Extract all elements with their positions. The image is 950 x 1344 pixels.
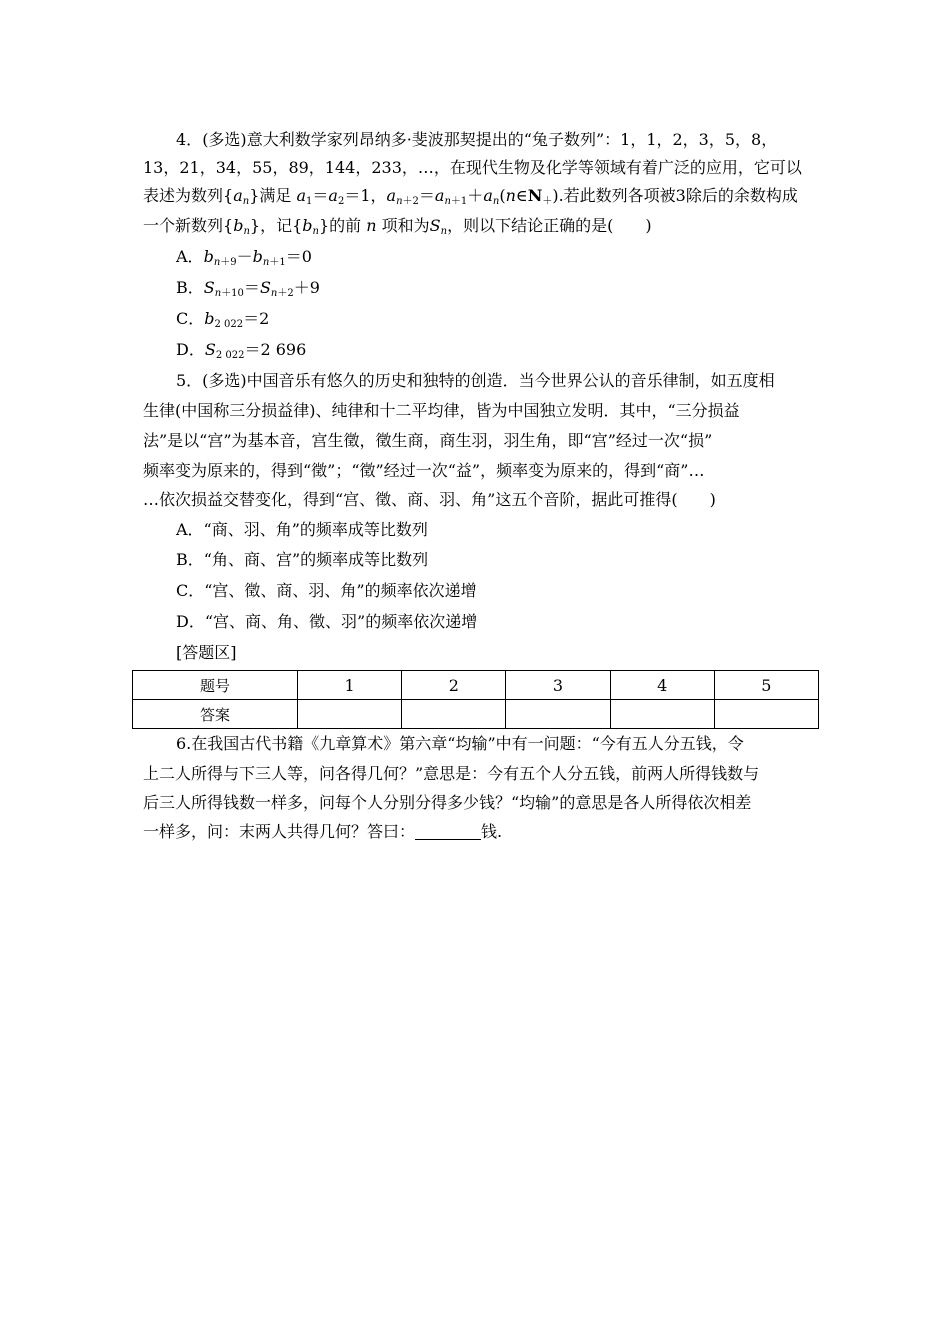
answer-area-label: [答题区] <box>176 643 237 662</box>
answer-blank[interactable] <box>415 823 481 840</box>
q5-line-5: …依次损益交替变化，得到“宫、徵、商、羽、角”这五个音阶，据此可推得( ) <box>143 490 716 509</box>
answer-cell[interactable] <box>506 700 610 729</box>
answer-table-row-answers <box>133 700 819 729</box>
q4-line-4: 一个新数列$\{b_n\}$，记$\{b_n\}$的前 n 项和为$S_n$，则以下结论正确的是( ) <box>143 216 652 237</box>
q5-option-a[interactable]: A．“商、羽、角”的频率成等比数列 <box>176 520 428 539</box>
q4-line-2: 13，21，34，55，89，144，233，…，在现代生物及化学等领域有着广泛的应用，它可以 <box>143 158 802 177</box>
answer-cell[interactable] <box>298 700 402 729</box>
answer-cell[interactable] <box>714 700 818 729</box>
question-number-cell: 5 <box>714 671 818 700</box>
q5-option-c[interactable]: C．“宫、徵、商、羽、角”的频率依次递增 <box>176 581 477 600</box>
q4-line-3: 表述为数列$\{a_n\}$满足 $a_1=a_2=1$，$a_{n+2}=a_{n+1}+a_n(n\in N_+)$.若此数列各项被3除后的余数构成 <box>143 186 798 207</box>
question-number-cell: 1 <box>298 671 402 700</box>
q5-line-2: 生律(中国称三分损益律)、纯律和十二平均律，皆为中国独立发明．其中，“三分损益 <box>143 401 740 420</box>
q5-line-3: 法”是以“宫”为基本音，宫生徵，徵生商，商生羽，羽生角，即“宫”经过一次“损” <box>143 431 713 450</box>
q4-option-a[interactable]: A．$b_{n+9}-b_{n+1}=0$ <box>176 247 312 268</box>
q4-text: 意大利数学家列昂纳多·斐波那契提出的“兔子数列”：1，1，2，3，5，8， <box>246 130 778 149</box>
multi-select-tag: (多选) <box>202 130 247 149</box>
answer-header: 答案 <box>133 700 298 729</box>
q4-option-b[interactable]: B．$S_{n+10}=S_{n+2}+9$ <box>176 278 320 299</box>
q6-line-4: 一样多，问：末两人共得几何？答曰： 钱. <box>143 822 503 841</box>
q4-option-d[interactable]: D．$S_{2 022}=2$ 696 <box>176 340 307 361</box>
q6-line-2: 上二人所得与下三人等，问各得几何？”意思是：今有五个人分五钱，前两人所得钱数与 <box>143 764 760 783</box>
answer-table-row-numbers <box>133 671 819 700</box>
q5-line-4: 频率变为原来的，得到“徵”；“徵”经过一次“益”，频率变为原来的，得到“商”… <box>143 461 705 480</box>
question-number-header: 题号 <box>133 671 298 700</box>
answer-cell[interactable] <box>610 700 714 729</box>
q4-line-1 <box>176 130 777 150</box>
answer-table <box>132 670 819 729</box>
q4-option-c[interactable]: C．$b_{2 022}=2$ <box>176 309 270 330</box>
answer-cell[interactable] <box>402 700 506 729</box>
q6-line-3: 后三人所得钱数一样多，问每个人分别分得多少钱？“均输”的意思是各人所得依次相差 <box>143 793 752 812</box>
question-number: 4． <box>176 130 203 149</box>
question-number-cell: 2 <box>402 671 506 700</box>
question-number-cell: 4 <box>610 671 714 700</box>
q5-option-d[interactable]: D．“宫、商、角、徵、羽”的频率依次递增 <box>176 612 478 631</box>
q5-option-b[interactable]: B．“角、商、宫”的频率成等比数列 <box>176 550 429 569</box>
q5-line-1: 5．(多选)中国音乐有悠久的历史和独特的创造．当今世界公认的音乐律制，如五度相 <box>176 371 775 390</box>
q6-line-1: 6.在我国古代书籍《九章算术》第六章“均输”中有一问题：“今有五人分五钱，令 <box>176 734 744 753</box>
question-number-cell: 3 <box>506 671 610 700</box>
